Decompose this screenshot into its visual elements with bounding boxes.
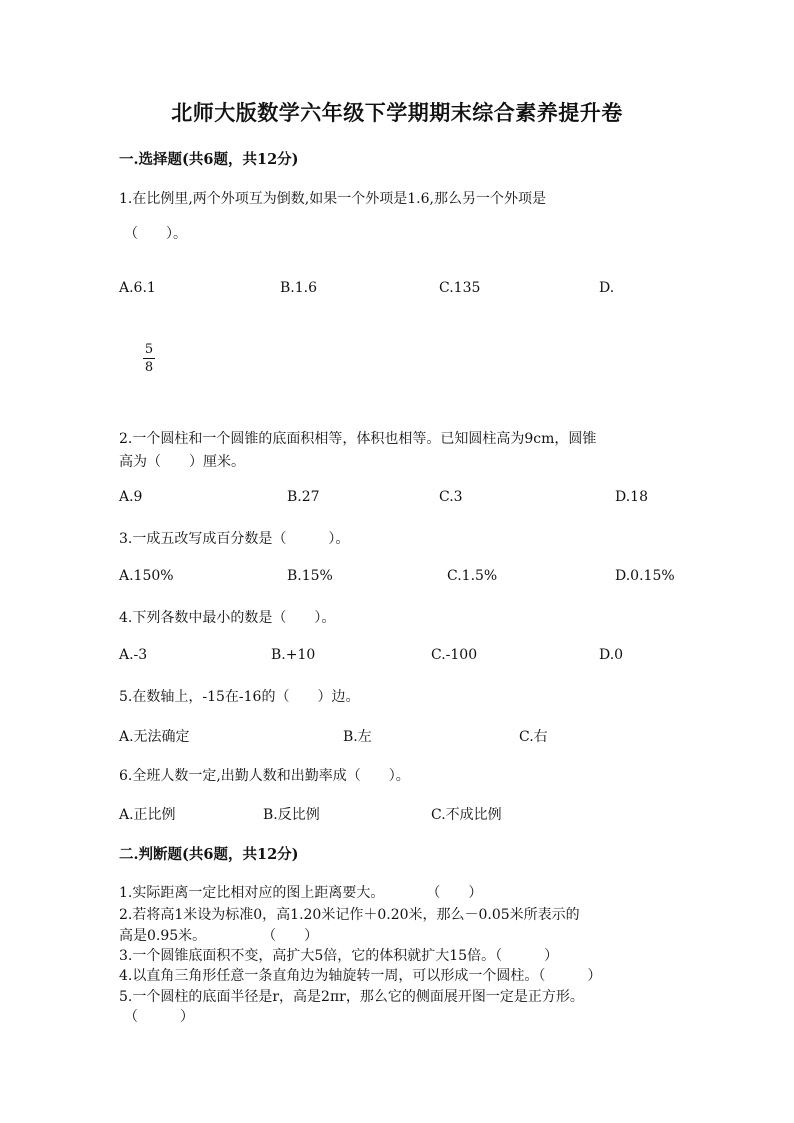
- question-5-text: 5.在数轴上，-15在-16的（ ）边。: [119, 689, 360, 705]
- question-3-text: 3.一成五改写成百分数是（ ）。: [119, 531, 350, 547]
- question-2-option-d: D.18: [615, 489, 648, 505]
- question-6-option-a: A.正比例: [119, 807, 176, 823]
- judgment-2-text: 2.若将高1米设为标准0，高1.20米记作＋0.20米，那么－0.05米所表示的: [119, 907, 580, 923]
- question-1-option-d: D.: [599, 280, 615, 296]
- question-1-option-b: B.1.6: [280, 280, 318, 296]
- judgment-3-text: 3.一个圆锥底面积不变，高扩大5倍，它的体积就扩大15倍。（ ）: [119, 948, 559, 964]
- question-1-text: 1.在比例里,两个外项互为倒数,如果一个外项是1.6,那么另一个外项是: [119, 191, 546, 207]
- question-4-text: 4.下列各数中最小的数是（ ）。: [119, 610, 336, 626]
- judgment-2-text-cont: 高是0.95米。 （ ）: [119, 928, 319, 944]
- question-4-option-c: C.-100: [431, 647, 478, 663]
- question-2-option-c: C.3: [439, 489, 463, 505]
- judgment-5-blank: （ ）: [124, 1009, 194, 1025]
- section-heading-judgment: 二.判断题(共6题，共12分): [119, 846, 299, 863]
- fraction-numerator: 5: [144, 342, 154, 357]
- fraction-bar: [143, 358, 155, 359]
- question-1-option-c: C.135: [439, 280, 481, 296]
- question-1-blank: （ ）。: [124, 226, 187, 242]
- question-2-text: 2.一个圆柱和一个圆锥的底面积相等，体积也相等。已知圆柱高为9cm，圆锥: [119, 431, 597, 447]
- judgment-1-text: 1.实际距离一定比相对应的图上距离要大。 （ ）: [119, 885, 483, 901]
- question-6-option-b: B.反比例: [263, 807, 320, 823]
- judgment-5-text: 5.一个圆柱的底面半径是r，高是2πr，那么它的侧面展开图一定是正方形。: [119, 989, 584, 1005]
- question-6-text: 6.全班人数一定,出勤人数和出勤率成（ ）。: [119, 768, 410, 784]
- question-3-option-b: B.15%: [287, 568, 333, 584]
- question-1-option-a: A.6.1: [119, 280, 156, 296]
- question-4-option-a: A.-3: [119, 647, 148, 663]
- fraction-denominator: 8: [144, 360, 154, 375]
- question-5-option-b: B.左: [343, 729, 372, 745]
- exam-title: 北师大版数学六年级下学期期末综合素养提升卷: [171, 100, 623, 125]
- question-1-option-d-fraction: [143, 343, 155, 375]
- judgment-4-text: 4.以直角三角形任意一条直角边为轴旋转一周，可以形成一个圆柱。（ ）: [119, 968, 602, 984]
- question-3-option-c: C.1.5%: [447, 568, 498, 584]
- question-6-option-c: C.不成比例: [431, 807, 502, 823]
- question-5-option-c: C.右: [519, 729, 548, 745]
- question-5-option-a: A.无法确定: [119, 729, 190, 745]
- question-2-option-a: A.9: [119, 489, 143, 505]
- question-3-option-a: A.150%: [119, 568, 174, 584]
- question-4-option-d: D.0: [599, 647, 624, 663]
- question-2-text-cont: 高为（ ）厘米。: [119, 454, 245, 470]
- section-heading-choice: 一.选择题(共6题，共12分): [119, 151, 299, 168]
- question-4-option-b: B.+10: [271, 647, 316, 663]
- question-3-option-d: D.0.15%: [615, 568, 675, 584]
- question-2-option-b: B.27: [287, 489, 320, 505]
